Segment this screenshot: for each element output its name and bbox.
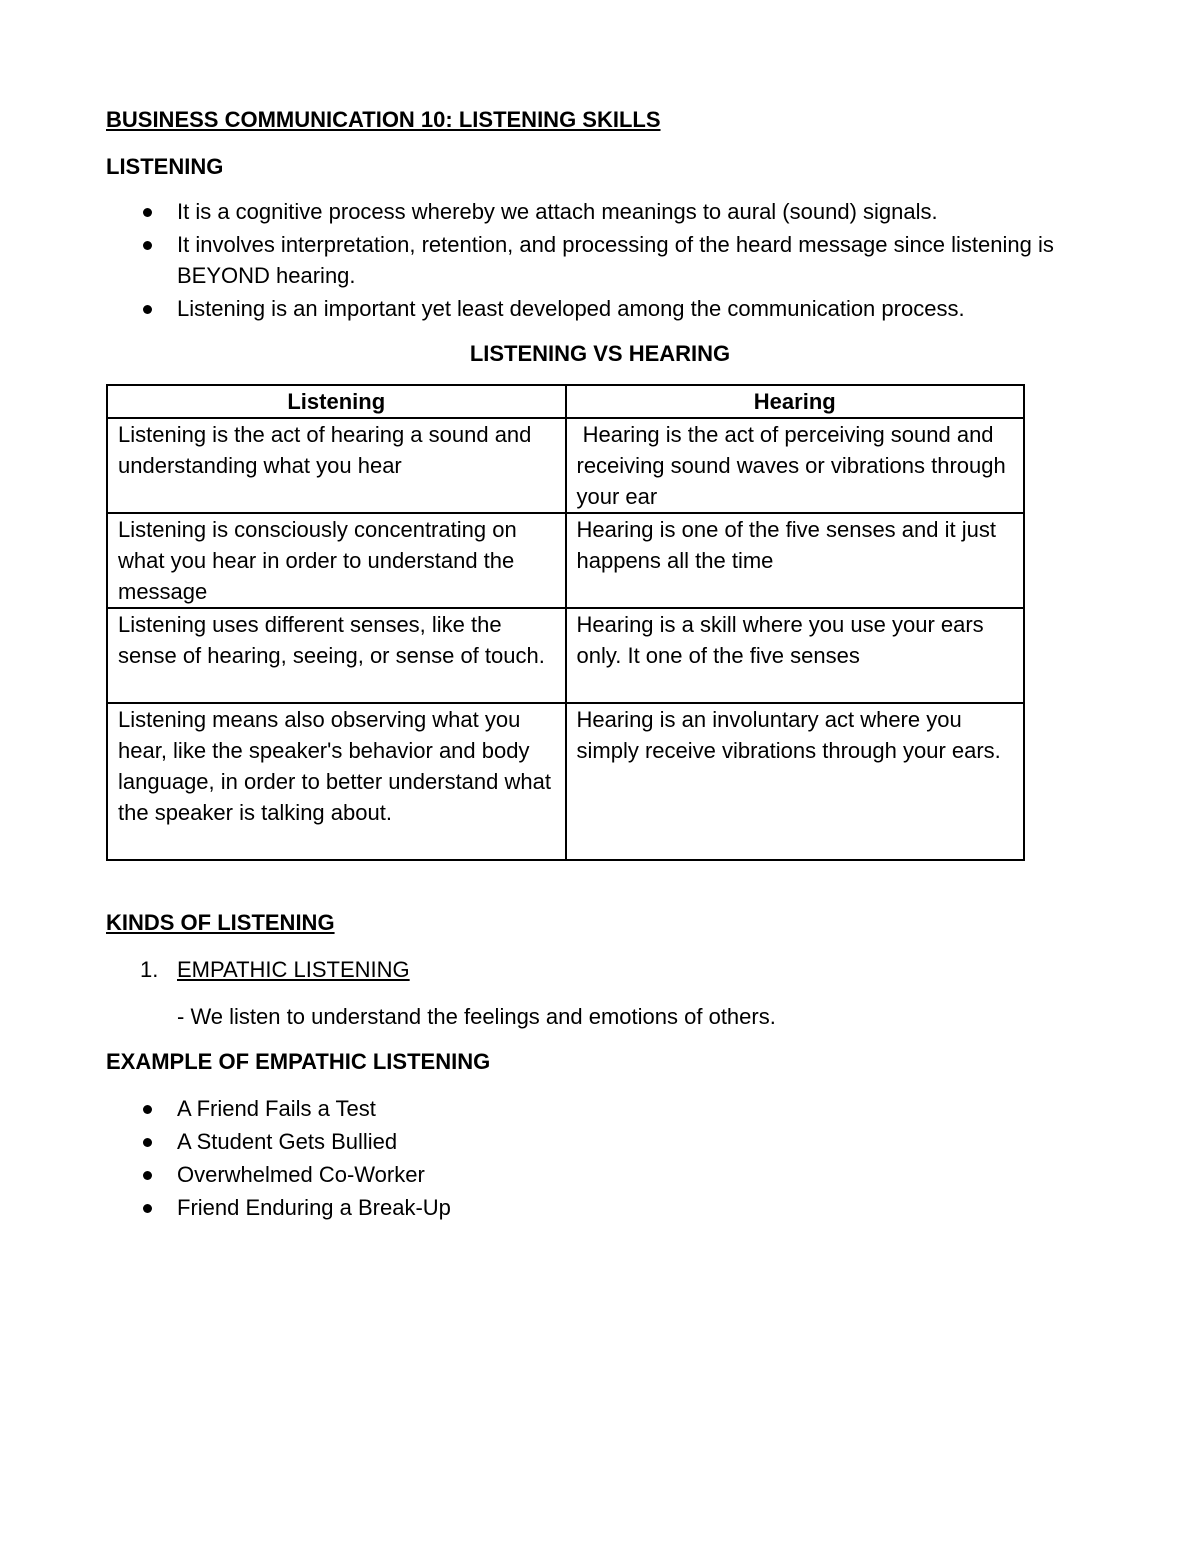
bullet-icon: [143, 241, 152, 250]
list-item: [106, 1126, 1106, 1157]
list-item-text: Overwhelmed Co-Worker: [177, 1162, 425, 1187]
table-cell: Listening uses different senses, like the sense of hearing, seeing, or sense of touch.: [107, 608, 566, 703]
table-row: [107, 703, 1024, 860]
table-header-row: [107, 385, 1024, 418]
bullet-icon: [143, 1204, 152, 1213]
table-cell: Hearing is an involuntary act where you simply receive vibrations through your ears.: [566, 703, 1025, 860]
list-item: [106, 293, 1106, 324]
table-row: [107, 513, 1024, 608]
table-row: [107, 608, 1024, 703]
listening-vs-hearing-table: [106, 384, 1025, 861]
list-item-text: Listening is an important yet least developed among the communication process.: [177, 296, 965, 321]
table-cell: Listening means also observing what you hear, like the speaker's behavior and body language, in order to better understand what the speaker is talking about.: [107, 703, 566, 860]
list-item-text: A Student Gets Bullied: [177, 1129, 398, 1154]
list-item-text: A Friend Fails a Test: [177, 1096, 376, 1121]
listening-heading: LISTENING: [106, 154, 224, 179]
document-title: BUSINESS COMMUNICATION 10: LISTENING SKILLS: [106, 107, 661, 132]
list-item-text: It is a cognitive process whereby we attach meanings to aural (sound) signals.: [177, 199, 938, 224]
empathic-description: - We listen to understand the feelings and emotions of others.: [177, 1004, 776, 1029]
bullet-icon: [143, 1105, 152, 1114]
table-cell: Listening is the act of hearing a sound and understanding what you hear: [107, 418, 566, 513]
list-item-text: It involves interpretation, retention, and processing of the heard message since listening is BEYOND hearing.: [177, 232, 1054, 288]
list-item: [106, 1192, 1106, 1223]
listening-points-list: [106, 196, 1106, 324]
table-cell: Hearing is a skill where you use your ears only. It one of the five senses: [566, 608, 1025, 703]
table-cell: Hearing is one of the five senses and it just happens all the time: [566, 513, 1025, 608]
bullet-icon: [143, 305, 152, 314]
examples-list: [106, 1093, 1106, 1223]
column-header-hearing: Hearing: [566, 385, 1025, 418]
column-header-listening: Listening: [107, 385, 566, 418]
bullet-icon: [143, 1171, 152, 1180]
example-heading: EXAMPLE OF EMPATHIC LISTENING: [106, 1049, 491, 1074]
kinds-heading: KINDS OF LISTENING: [106, 910, 335, 935]
list-item: [106, 196, 1106, 227]
table-cell: Listening is consciously concentrating on what you hear in order to understand the message: [107, 513, 566, 608]
table-row: [107, 418, 1024, 513]
comparison-heading: LISTENING VS HEARING: [469, 341, 731, 366]
list-item: [106, 229, 1106, 291]
list-item: [106, 1159, 1106, 1190]
document-page: [106, 104, 1106, 1225]
bullet-icon: [143, 208, 152, 217]
list-item-text: Friend Enduring a Break-Up: [177, 1195, 451, 1220]
item-number: 1.: [140, 957, 159, 982]
table-cell: Hearing is the act of perceiving sound and receiving sound waves or vibrations through your ear: [566, 418, 1025, 513]
list-item: [106, 1093, 1106, 1124]
numbered-item-empathic: [106, 954, 1106, 985]
item-label: EMPATHIC LISTENING: [177, 957, 410, 982]
bullet-icon: [143, 1138, 152, 1147]
